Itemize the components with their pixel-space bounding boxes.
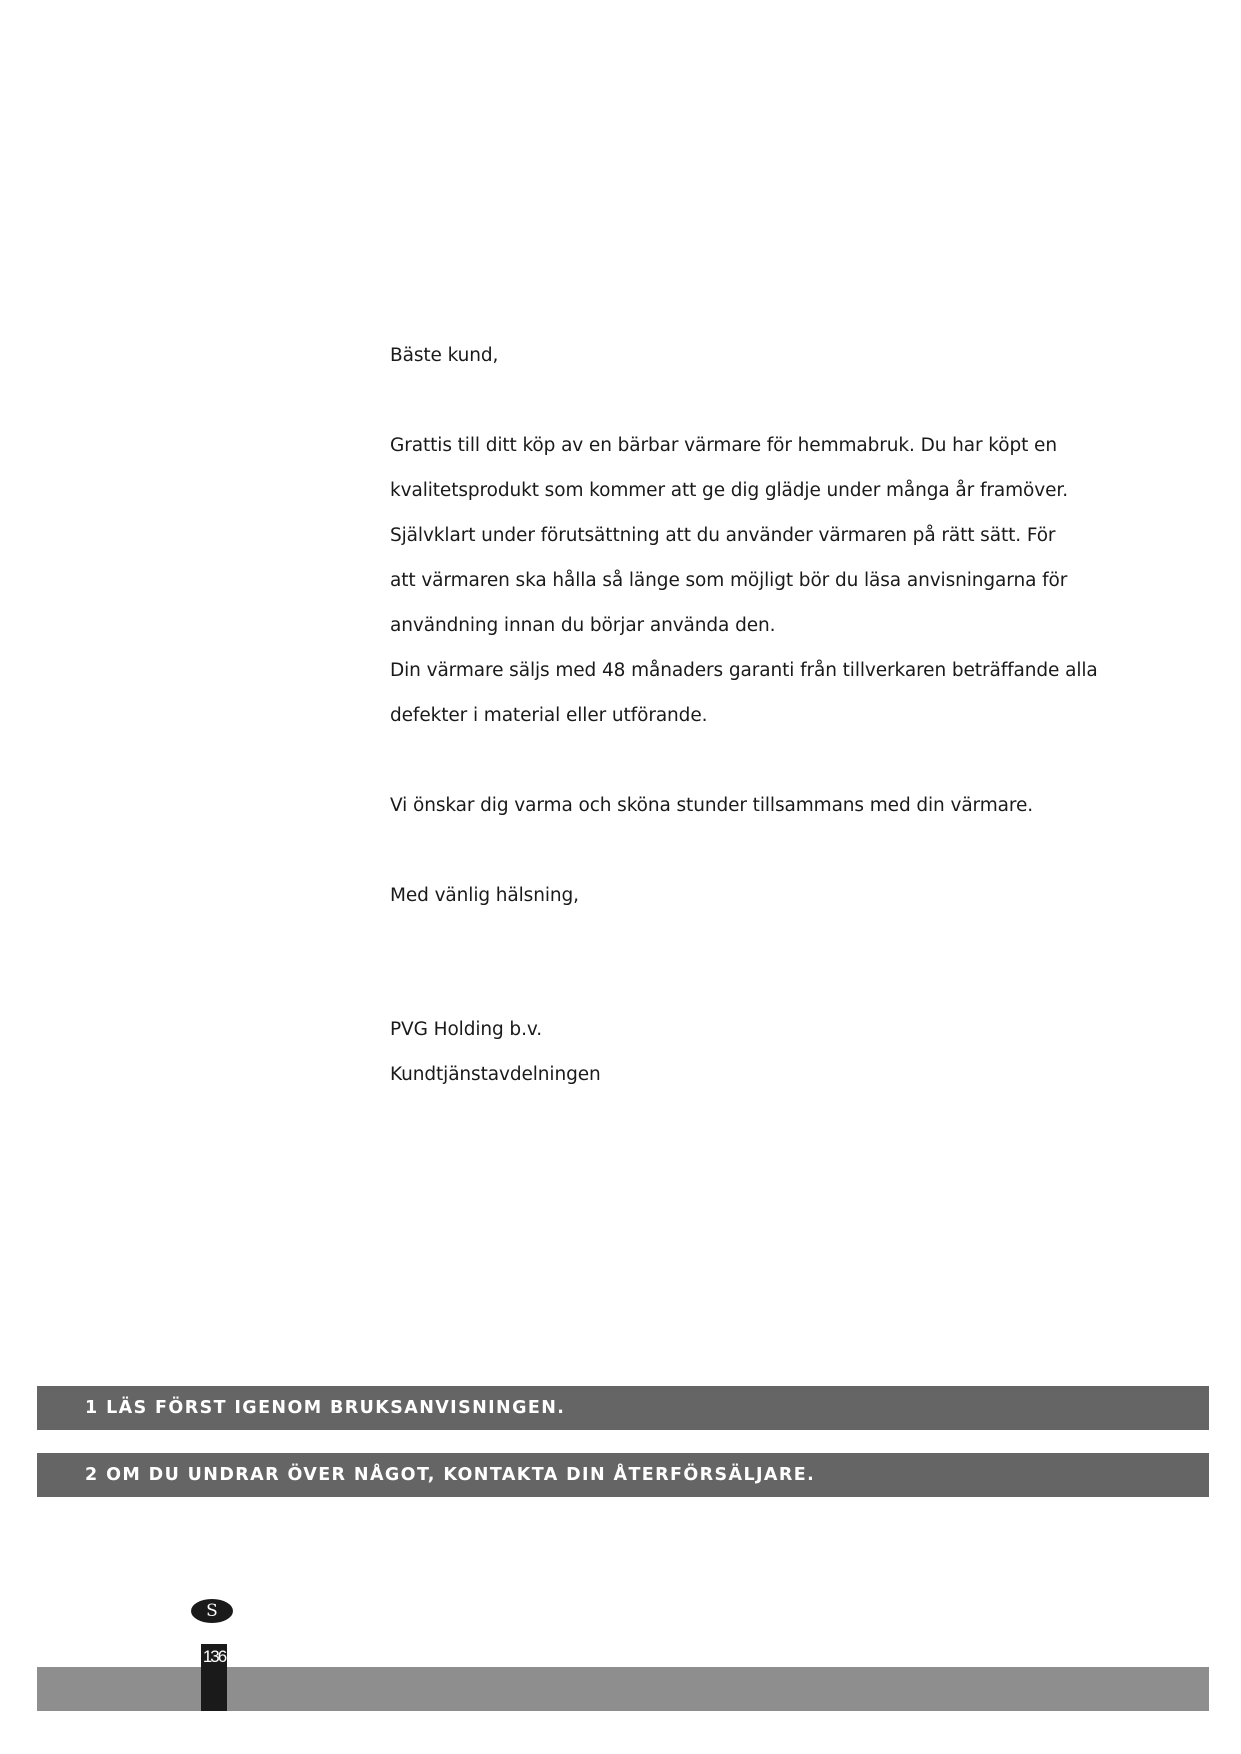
body-line: kvalitetsprodukt som kommer att ge dig glädje under många år framöver. xyxy=(390,480,1068,501)
wish-line: Vi önskar dig varma och sköna stunder tillsammans med din värmare. xyxy=(390,795,1034,816)
notice-bar-2: 2 OM DU UNDRAR ÖVER NÅGOT, KONTAKTA DIN ÅTERFÖRSÄLJARE. xyxy=(37,1453,1209,1497)
sender-department: Kundtjänstavdelningen xyxy=(390,1064,601,1085)
body-line: användning innan du börjar använda den. xyxy=(390,615,776,636)
salutation: Bäste kund, xyxy=(390,345,499,366)
closing: Med vänlig hälsning, xyxy=(390,885,579,906)
body-line: Din värmare säljs med 48 månaders garanti från tillverkaren beträffande alla xyxy=(390,660,1098,681)
notice-bar-1: 1 LÄS FÖRST IGENOM BRUKSANVISNINGEN. xyxy=(37,1386,1209,1430)
body-line: defekter i material eller utförande. xyxy=(390,705,708,726)
sender-company: PVG Holding b.v. xyxy=(390,1019,543,1040)
page-number: 136 xyxy=(202,1647,226,1666)
body-line: att värmaren ska hålla så länge som möjligt bör du läsa anvisningarna för xyxy=(390,570,1068,591)
language-badge: S xyxy=(191,1599,233,1623)
body-line: Grattis till ditt köp av en bärbar värmare för hemmabruk. Du har köpt en xyxy=(390,435,1057,456)
body-line: Självklart under förutsättning att du använder värmaren på rätt sätt. För xyxy=(390,525,1056,546)
